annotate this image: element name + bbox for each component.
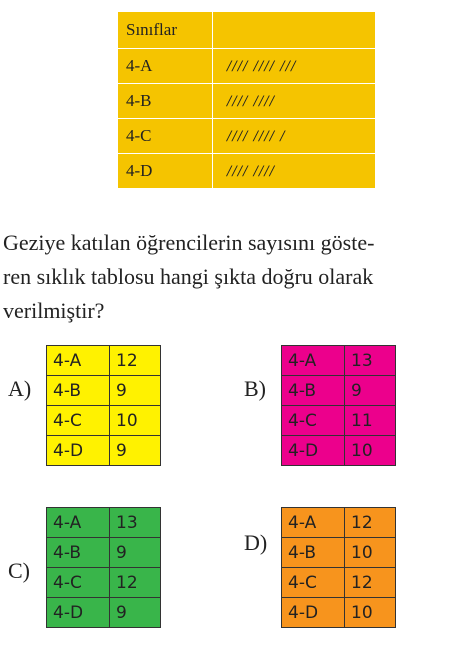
count-cell: 9 xyxy=(345,376,396,406)
tally-table xyxy=(117,11,376,189)
class-cell: 4-A xyxy=(282,346,345,376)
option-a-letter[interactable]: A) xyxy=(8,376,32,401)
table-row xyxy=(282,568,396,598)
count-cell: 10 xyxy=(345,436,396,466)
tally-class: 4-D xyxy=(118,154,213,189)
count-cell: 9 xyxy=(110,376,161,406)
tally-marks: //// //// /// xyxy=(213,49,376,84)
tally-row xyxy=(118,49,376,84)
tally-row xyxy=(118,119,376,154)
count-cell: 9 xyxy=(110,598,161,628)
option-c-letter[interactable]: C) xyxy=(8,558,30,583)
count-cell: 10 xyxy=(110,406,161,436)
table-row xyxy=(282,598,396,628)
tally-row xyxy=(118,154,376,189)
table-row xyxy=(47,538,161,568)
class-cell: 4-B xyxy=(282,538,345,568)
table-row xyxy=(47,508,161,538)
class-cell: 4-C xyxy=(282,568,345,598)
tally-marks: //// //// xyxy=(213,84,376,119)
table-row xyxy=(47,346,161,376)
option-b-table[interactable] xyxy=(281,345,396,466)
table-row xyxy=(282,346,396,376)
table-row xyxy=(282,538,396,568)
count-cell: 12 xyxy=(110,568,161,598)
tally-header-empty xyxy=(213,12,376,49)
question-text xyxy=(3,226,473,328)
tally-header-row xyxy=(118,12,376,49)
class-cell: 4-A xyxy=(282,508,345,538)
count-cell: 12 xyxy=(345,508,396,538)
table-row xyxy=(47,598,161,628)
class-cell: 4-A xyxy=(47,346,110,376)
tally-class: 4-B xyxy=(118,84,213,119)
tally-header-label: Sınıflar xyxy=(118,12,213,49)
table-row xyxy=(47,436,161,466)
count-cell: 13 xyxy=(110,508,161,538)
count-cell: 10 xyxy=(345,538,396,568)
tally-class: 4-C xyxy=(118,119,213,154)
count-cell: 12 xyxy=(345,568,396,598)
question-line: ren sıklık tablosu hangi şıkta doğru olarak xyxy=(3,264,374,289)
class-cell: 4-B xyxy=(47,376,110,406)
table-row xyxy=(47,406,161,436)
class-cell: 4-B xyxy=(282,376,345,406)
count-cell: 11 xyxy=(345,406,396,436)
tally-row xyxy=(118,84,376,119)
table-row xyxy=(282,508,396,538)
class-cell: 4-D xyxy=(282,598,345,628)
class-cell: 4-A xyxy=(47,508,110,538)
table-row xyxy=(282,406,396,436)
table-row xyxy=(47,568,161,598)
table-row xyxy=(282,376,396,406)
class-cell: 4-C xyxy=(282,406,345,436)
option-b-letter[interactable]: B) xyxy=(244,376,266,401)
tally-marks: //// //// / xyxy=(213,119,376,154)
class-cell: 4-C xyxy=(47,568,110,598)
count-cell: 9 xyxy=(110,436,161,466)
count-cell: 9 xyxy=(110,538,161,568)
table-row xyxy=(47,376,161,406)
class-cell: 4-D xyxy=(47,436,110,466)
count-cell: 10 xyxy=(345,598,396,628)
count-cell: 12 xyxy=(110,346,161,376)
class-cell: 4-D xyxy=(47,598,110,628)
class-cell: 4-D xyxy=(282,436,345,466)
count-cell: 13 xyxy=(345,346,396,376)
option-d-letter[interactable]: D) xyxy=(244,530,268,555)
table-row xyxy=(282,436,396,466)
question-line: Geziye katılan öğrencilerin sayısını göste- xyxy=(3,230,375,255)
option-c-table[interactable] xyxy=(46,507,161,628)
class-cell: 4-B xyxy=(47,538,110,568)
question-line: verilmiştir? xyxy=(3,298,105,323)
class-cell: 4-C xyxy=(47,406,110,436)
tally-class: 4-A xyxy=(118,49,213,84)
option-a-table[interactable] xyxy=(46,345,161,466)
tally-marks: //// //// xyxy=(213,154,376,189)
option-d-table[interactable] xyxy=(281,507,396,628)
